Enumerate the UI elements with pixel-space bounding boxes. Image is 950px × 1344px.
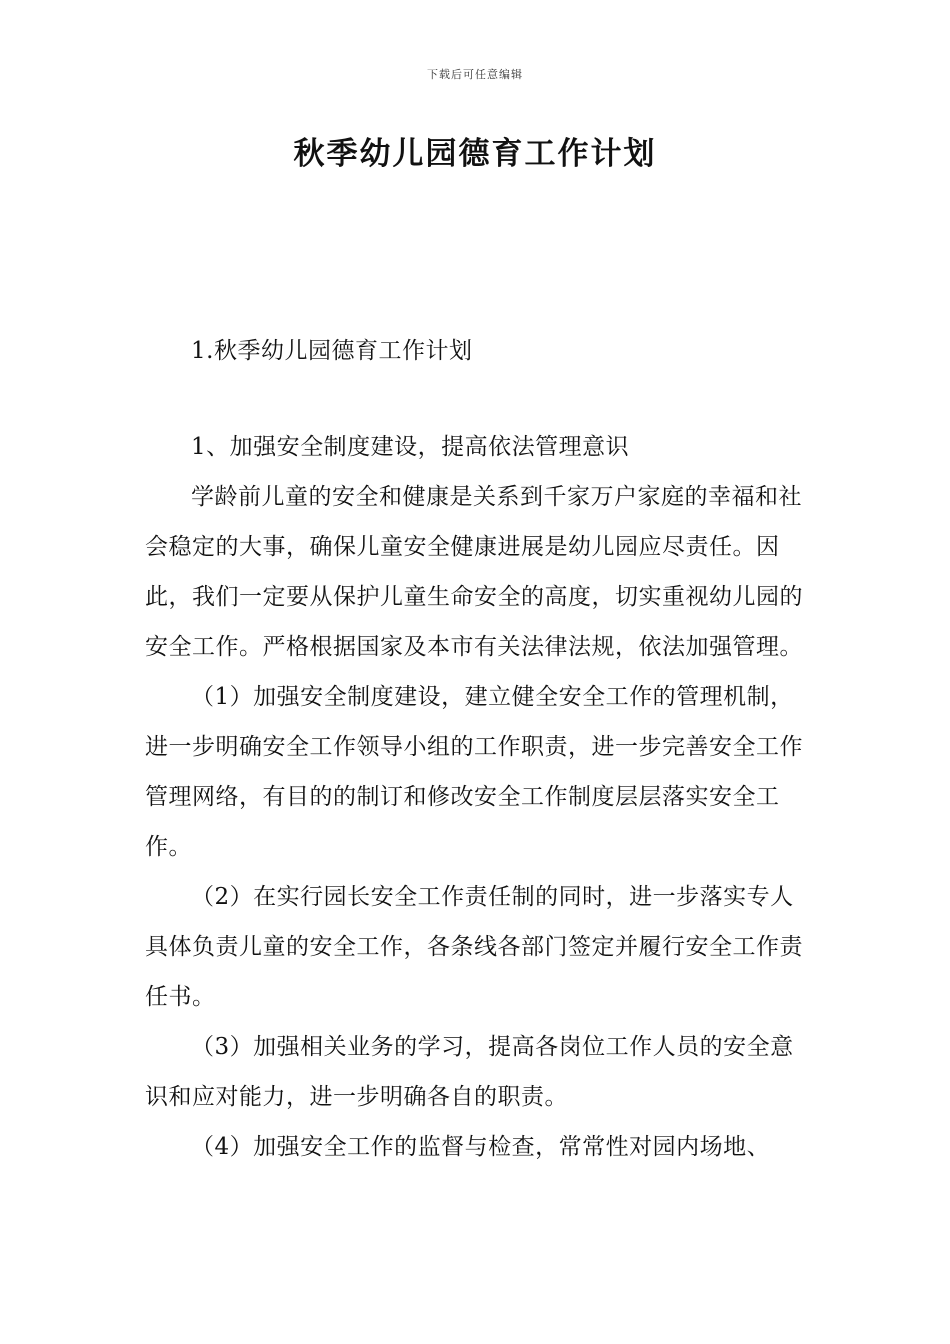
document-body — [145, 422, 810, 1172]
header-note: 下载后可任意编辑 — [427, 68, 523, 81]
paragraph-heading: 1、加强安全制度建设，提高依法管理意识 — [191, 434, 630, 460]
paragraph: （2）在实行园长安全工作责任制的同时，进一步落实专人具体负责儿童的安全工作，各条线各部门签定并履行安全工作责任书。 — [145, 884, 803, 1010]
paragraph: （4）加强安全工作的监督与检查，常常性对园内场地、 — [191, 1134, 771, 1160]
section-subtitle — [145, 326, 810, 376]
paragraph: （1）加强安全制度建设，建立健全安全工作的管理机制，进一步明确安全工作领导小组的工作职责，进一步完善安全工作管理网络，有目的的制订和修改安全工作制度层层落实安全工作。 — [145, 684, 803, 860]
subtitle-text: 1.秋季幼儿园德育工作计划 — [191, 338, 473, 364]
paragraph: 学龄前儿童的安全和健康是关系到千家万户家庭的幸福和社会稳定的大事，确保儿童安全健康进展是幼儿园应尽责任。因此，我们一定要从保护儿童生命安全的高度，切实重视幼儿园的安全工作。严格根据国家及本市有关法律法规，依法加强管理。 — [145, 484, 803, 660]
page-title: 秋季幼儿园德育工作计划 — [293, 136, 657, 172]
paragraph: （3）加强相关业务的学习，提高各岗位工作人员的安全意识和应对能力，进一步明确各自的职责。 — [145, 1034, 794, 1110]
